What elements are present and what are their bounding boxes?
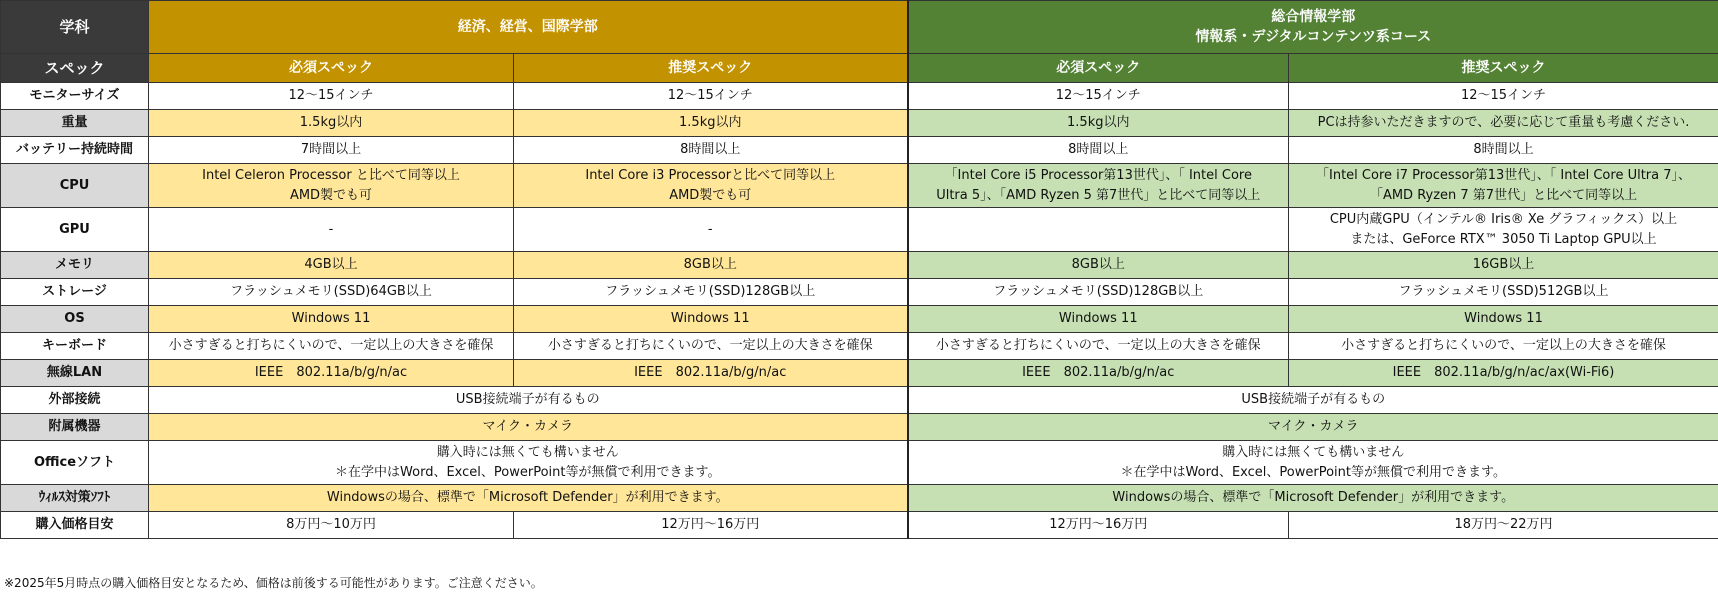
row-label: ストレージ <box>1 279 149 306</box>
table-cell: Windows 11 <box>1289 306 1718 333</box>
table-cell: Windows 11 <box>514 306 908 333</box>
row-label: ｳｨﾙｽ対策ｿﾌﾄ <box>1 485 149 512</box>
table-cell: IEEE 802.11a/b/g/n/ac <box>514 360 908 387</box>
table-cell: Windows 11 <box>908 306 1289 333</box>
dept2-header-line2: 情報系・デジタルコンテンツ系コース <box>1195 29 1432 45</box>
table-cell: 8GB以上 <box>514 252 908 279</box>
table-cell: 8時間以上 <box>908 137 1289 164</box>
table-row <box>1 164 1718 208</box>
required-header: 必須スペック <box>149 54 514 83</box>
table-cell <box>908 164 1289 208</box>
table-cell: 1.5kg以内 <box>514 110 908 137</box>
table-cell: 小さすぎると打ちにくいので、一定以上の大きさを確保 <box>149 333 514 360</box>
table-cell: 18万円～22万円 <box>1289 512 1718 539</box>
table-cell: Windowsの場合、標準で「Microsoft Defender」が利用できます。 <box>908 485 1718 512</box>
table-cell: 12～15インチ <box>1289 83 1718 110</box>
table-cell <box>514 164 908 208</box>
table-cell <box>149 164 514 208</box>
cell-line: Ultra 5」、「AMD Ryzen 5 第7世代」と比べて同等以上 <box>936 187 1261 203</box>
cell-line: ＊在学中はWord、Excel、PowerPoint等が無償で利用できます。 <box>1120 464 1506 480</box>
table-cell: マイク・カメラ <box>149 414 908 441</box>
row-label: OS <box>1 306 149 333</box>
row-label: GPU <box>1 208 149 252</box>
recommended-header: 推奨スペック <box>514 54 908 83</box>
table-cell: 1.5kg以内 <box>908 110 1289 137</box>
cell-line: ＊在学中はWord、Excel、PowerPoint等が無償で利用できます。 <box>335 464 721 480</box>
table-row <box>1 137 1718 164</box>
spec-header: スペック <box>1 54 149 83</box>
table-cell: Windows 11 <box>149 306 514 333</box>
table-row <box>1 360 1718 387</box>
table-cell: フラッシュメモリ(SSD)128GB以上 <box>908 279 1289 306</box>
table-row <box>1 83 1718 110</box>
gakka-header: 学科 <box>1 1 149 54</box>
cell-line: 購入時には無くても構いません <box>1222 444 1405 460</box>
cell-line: CPU内蔵GPU（インテル® Iris® Xe グラフィックス）以上 <box>1329 211 1678 227</box>
row-label: 重量 <box>1 110 149 137</box>
table-cell: 8GB以上 <box>908 252 1289 279</box>
table-cell: Windowsの場合、標準で「Microsoft Defender」が利用できます。 <box>149 485 908 512</box>
table-row <box>1 414 1718 441</box>
cell-line: 「Intel Core i5 Processor第13世代」、「 Intel Core <box>944 167 1252 183</box>
row-label: バッテリー持続時間 <box>1 137 149 164</box>
table-row <box>1 208 1718 252</box>
table-cell: 小さすぎると打ちにくいので、一定以上の大きさを確保 <box>514 333 908 360</box>
table-row <box>1 333 1718 360</box>
table-cell: 12～15インチ <box>149 83 514 110</box>
table-row <box>1 485 1718 512</box>
dept1-header: 経済、経営、国際学部 <box>149 1 908 54</box>
cell-line: または、GeForce RTX™ 3050 Ti Laptop GPU以上 <box>1350 231 1657 247</box>
table-cell: 12万円～16万円 <box>514 512 908 539</box>
table-row <box>1 512 1718 539</box>
cell-line: 購入時には無くても構いません <box>436 444 619 460</box>
table-cell: マイク・カメラ <box>908 414 1718 441</box>
row-label: メモリ <box>1 252 149 279</box>
table-cell: 小さすぎると打ちにくいので、一定以上の大きさを確保 <box>908 333 1289 360</box>
table-cell <box>149 441 908 485</box>
dept2-header-line1: 総合情報学部 <box>1271 9 1356 25</box>
table-cell: 12万円～16万円 <box>908 512 1289 539</box>
table-row <box>1 387 1718 414</box>
table-row <box>1 110 1718 137</box>
row-label: Officeソフト <box>1 441 149 485</box>
required-header: 必須スペック <box>908 54 1289 83</box>
table-cell: 8時間以上 <box>514 137 908 164</box>
row-label: 附属機器 <box>1 414 149 441</box>
table-cell: 8万円～10万円 <box>149 512 514 539</box>
table-cell: フラッシュメモリ(SSD)128GB以上 <box>514 279 908 306</box>
cell-line: 「Intel Core i7 Processor第13世代」、「 Intel Core Ultra 7」、 <box>1316 167 1692 183</box>
cell-line: AMD製でも可 <box>289 187 373 203</box>
row-label: 外部接続 <box>1 387 149 414</box>
table-row <box>1 306 1718 333</box>
table-cell: PCは持参いただきますので、必要に応じて重量も考慮ください. <box>1289 110 1718 137</box>
header-row-dept <box>1 1 1718 54</box>
footnote: ※2025年5月時点の購入価格目安となるため、価格は前後する可能性があります。ご注意ください。 <box>4 576 543 590</box>
table-cell: フラッシュメモリ(SSD)64GB以上 <box>149 279 514 306</box>
table-cell: USB接続端子が有るもの <box>149 387 908 414</box>
table-cell: 8時間以上 <box>1289 137 1718 164</box>
table-cell: USB接続端子が有るもの <box>908 387 1718 414</box>
row-label: キーボード <box>1 333 149 360</box>
row-label: 購入価格目安 <box>1 512 149 539</box>
row-label: モニターサイズ <box>1 83 149 110</box>
cell-line: AMD製でも可 <box>669 187 752 203</box>
table-cell: IEEE 802.11a/b/g/n/ac/ax(Wi-Fi6) <box>1289 360 1718 387</box>
cell-line: Intel Celeron Processor と比べて同等以上 <box>202 167 460 183</box>
row-label: 無線LAN <box>1 360 149 387</box>
table-cell: IEEE 802.11a/b/g/n/ac <box>908 360 1289 387</box>
table-cell: 4GB以上 <box>149 252 514 279</box>
table-cell <box>1289 164 1718 208</box>
table-cell: 7時間以上 <box>149 137 514 164</box>
header-row-spec <box>1 54 1718 83</box>
table-cell: - <box>514 208 908 252</box>
table-cell: 1.5kg以内 <box>149 110 514 137</box>
table-cell: 小さすぎると打ちにくいので、一定以上の大きさを確保 <box>1289 333 1718 360</box>
cell-line: Intel Core i3 Processorと比べて同等以上 <box>585 167 836 183</box>
table-row <box>1 252 1718 279</box>
recommended-header: 推奨スペック <box>1289 54 1718 83</box>
table-cell: 16GB以上 <box>1289 252 1718 279</box>
table-cell-empty <box>908 208 1289 252</box>
table-cell: 12～15インチ <box>514 83 908 110</box>
table-cell: - <box>149 208 514 252</box>
table-cell <box>908 441 1718 485</box>
table-cell: フラッシュメモリ(SSD)512GB以上 <box>1289 279 1718 306</box>
table-row <box>1 279 1718 306</box>
table-cell <box>1289 208 1718 252</box>
dept2-header <box>908 1 1718 54</box>
row-label: CPU <box>1 164 149 208</box>
cell-line: 「AMD Ryzen 7 第7世代」と比べて同等以上 <box>1369 187 1638 203</box>
table-cell: 12～15インチ <box>908 83 1289 110</box>
table-cell: IEEE 802.11a/b/g/n/ac <box>149 360 514 387</box>
table-row <box>1 441 1718 485</box>
